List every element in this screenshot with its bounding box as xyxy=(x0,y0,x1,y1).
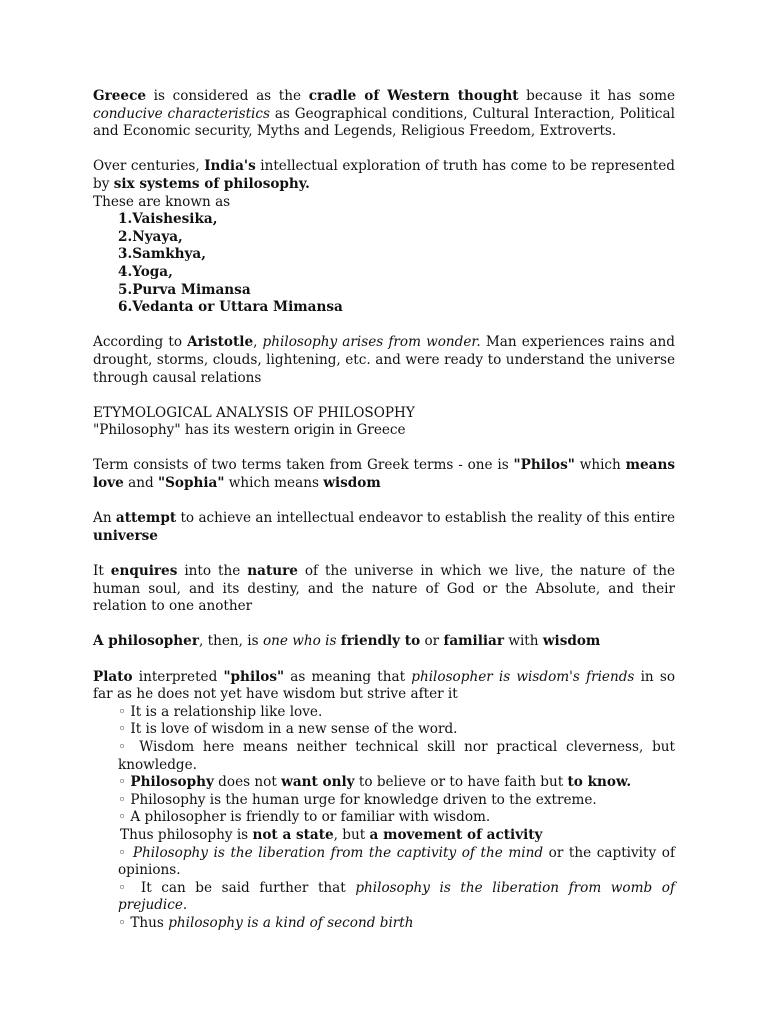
body-text: ◦ A philosopher is friendly to or familiar with wisdom. xyxy=(118,809,491,826)
emphasis-text: philosopher is wisdom's friends xyxy=(411,668,635,685)
document-page xyxy=(93,88,675,933)
list-item: 1.Vaishesika, xyxy=(118,211,218,228)
body-text: as Geographical conditions, Cultural Interaction, Political and Economic security, Myths and Legends, Religious Freedom, Extroverts. xyxy=(93,105,676,140)
bullet-item xyxy=(118,809,675,827)
india-paragraph xyxy=(93,158,675,193)
body-text: , then, is xyxy=(198,633,263,650)
plato-paragraph xyxy=(93,669,675,704)
body-text: as meaning that xyxy=(284,668,412,685)
body-text: Term consists of two terms taken from Greek terms - one is xyxy=(93,457,514,474)
body-text: Man experiences rains and drought, storms, clouds, lightening, etc. and were ready to understand the universe through causal relations xyxy=(93,334,675,386)
list-item: 2.Nyaya, xyxy=(118,228,183,245)
body-text: ◦ Thus xyxy=(118,914,169,931)
emphasis-text: cradle of Western thought xyxy=(308,88,519,104)
bullet-item xyxy=(118,739,675,774)
emphasis-text: philosophy is the liberation from womb of prejudice. xyxy=(118,879,676,914)
emphasis-text: conducive characteristics xyxy=(93,105,270,122)
systems-list xyxy=(93,211,675,317)
emphasis-text: "Philos" xyxy=(513,457,575,474)
body-text: , but xyxy=(333,826,370,843)
emphasis-text: Aristotle xyxy=(187,334,254,351)
body-text: interpreted xyxy=(132,668,224,685)
body-text: into the xyxy=(177,563,248,580)
emphasis-text: philosophy is a kind of second birth xyxy=(168,914,414,931)
section-subheading: "Philosophy" has its western origin in Greece xyxy=(93,422,406,439)
body-text: or the captivity of opinions. xyxy=(118,844,675,879)
bullet-item xyxy=(118,792,675,810)
body-text: ◦ xyxy=(118,774,131,791)
emphasis-text: nature xyxy=(247,563,298,580)
body-text: ◦ It is love of wisdom in a new sense of the word. xyxy=(118,721,458,738)
aristotle-paragraph xyxy=(93,334,675,387)
emphasis-text: India's xyxy=(204,158,256,175)
philosopher-paragraph xyxy=(93,633,675,651)
emphasis-text: wisdom xyxy=(542,633,601,650)
liberation-bullet-list xyxy=(93,845,675,933)
emphasis-text: A philosopher xyxy=(93,633,199,650)
thus-line xyxy=(93,827,675,845)
known-as-line: These are known as xyxy=(93,193,231,210)
body-text: which means xyxy=(224,475,324,492)
body-text: in so far as he does not yet have wisdom but strive after it xyxy=(93,668,676,703)
list-item: 3.Samkhya, xyxy=(118,246,206,263)
body-text: , xyxy=(253,334,263,351)
body-text: because it has some xyxy=(518,88,676,104)
emphasis-text: one who is xyxy=(262,633,337,650)
body-text: intellectual exploration of truth has come to be represented by xyxy=(93,158,676,192)
emphasis-text: Plato xyxy=(93,668,133,685)
bullet-item xyxy=(118,774,675,792)
body-text: ◦ It is a relationship like love. xyxy=(118,703,323,720)
emphasis-text: enquires xyxy=(110,563,178,580)
list-item: 5.Purva Mimansa xyxy=(118,281,251,298)
body-text: ◦ Wisdom here means neither technical skill nor practical cleverness, but knowledge. xyxy=(118,738,675,773)
body-text: ◦ xyxy=(118,844,133,861)
term-paragraph xyxy=(93,457,675,492)
body-text: of the universe in which we live, the nature of the human soul, and its destiny, and the nature of God or the Absolute, and their relation to one another xyxy=(93,563,676,615)
body-text: to achieve an intellectual endeavor to establish the reality of this entire xyxy=(176,510,675,527)
enquires-paragraph xyxy=(93,563,675,616)
body-text: According to xyxy=(93,334,188,351)
emphasis-text: a movement of activity xyxy=(369,826,543,843)
list-item: 4.Yoga, xyxy=(118,263,173,280)
bullet-item xyxy=(118,704,675,722)
body-text: does not xyxy=(213,774,282,791)
emphasis-text: six systems of philosophy. xyxy=(113,175,310,192)
greece-paragraph xyxy=(93,88,675,141)
body-text: Over centuries, xyxy=(93,158,205,175)
emphasis-text: Greece xyxy=(93,88,146,104)
emphasis-text: not a state xyxy=(252,826,334,843)
emphasis-text: means love xyxy=(93,457,676,492)
body-text: ◦ Philosophy is the human urge for knowledge driven to the extreme. xyxy=(118,791,597,808)
body-text: or xyxy=(420,633,444,650)
body-text: ◦ It can be said further that xyxy=(118,879,356,896)
emphasis-text: attempt xyxy=(115,510,177,527)
body-text: to believe or to have faith but xyxy=(354,774,568,791)
bullet-item xyxy=(118,880,675,915)
emphasis-text: "philos" xyxy=(223,668,285,685)
plato-bullet-list xyxy=(93,704,675,827)
body-text: It xyxy=(93,563,111,580)
emphasis-text: familiar xyxy=(443,633,504,650)
emphasis-text: friendly to xyxy=(340,633,421,650)
list-item: 6.Vedanta or Uttara Mimansa xyxy=(118,299,343,316)
body-text: is considered as the xyxy=(146,88,309,104)
body-text: An xyxy=(93,510,116,527)
section-heading: ETYMOLOGICAL ANALYSIS OF PHILOSOPHY xyxy=(93,404,415,421)
body-text: Thus philosophy is xyxy=(120,826,253,843)
emphasis-text: philosophy arises from wonder. xyxy=(262,334,481,351)
emphasis-text: universe xyxy=(93,527,158,544)
emphasis-text: "Sophia" xyxy=(158,475,225,492)
body-text: and xyxy=(123,475,158,492)
emphasis-text: Philosophy is the liberation from the captivity of the mind xyxy=(132,844,544,861)
bullet-item xyxy=(118,721,675,739)
body-text: with xyxy=(504,633,543,650)
attempt-paragraph xyxy=(93,510,675,545)
emphasis-text: wisdom xyxy=(323,475,381,492)
bullet-item xyxy=(118,845,675,880)
bullet-item xyxy=(118,915,675,933)
emphasis-text: want only xyxy=(281,774,355,791)
emphasis-text: Philosophy xyxy=(130,774,214,791)
emphasis-text: to know. xyxy=(567,774,632,791)
body-text: which xyxy=(574,457,626,474)
